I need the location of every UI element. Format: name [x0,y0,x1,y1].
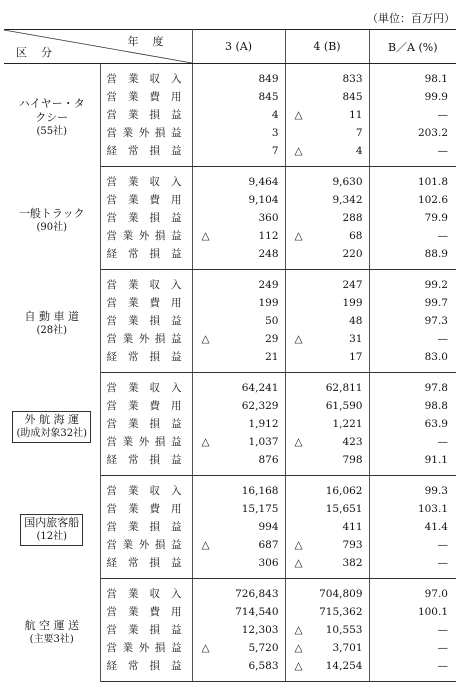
category-count: (28社) [36,325,68,336]
unit-note: （単位：百万円） [367,12,455,25]
value-a [192,167,285,192]
category-name: 航 空 運 送 [24,619,79,632]
ratio-value: 102.6 [369,191,456,209]
category-cell [4,64,100,167]
value-b [285,64,369,89]
item-label: 営業収入 [106,588,182,600]
ratio-value: — [369,330,456,348]
value-text: 876 [258,454,279,466]
category-name: クシー [35,111,69,125]
category-count: (90社) [36,222,68,233]
category-count: (助成対象32社) [16,428,88,439]
value-a [192,106,285,124]
value-text: 833 [342,73,363,85]
value-b [285,433,369,451]
item-label: 営業外損益 [106,127,182,139]
value-text: 9,104 [248,194,279,206]
value-a [192,397,285,415]
value-text: 4 [271,109,279,121]
value-text: 360 [258,212,279,224]
value-a [192,536,285,554]
value-text: 68 [349,230,363,242]
item-label: 営業損益 [106,212,182,224]
category-label [4,619,100,647]
category-name: ハイヤー・タ [18,97,85,111]
item-label: 営業損益 [106,109,182,121]
value-a [192,209,285,227]
value-text: 1,037 [248,436,279,448]
value-text: 50 [265,315,279,327]
value-b [285,330,369,348]
ratio-value: 99.9 [369,88,456,106]
value-a [192,330,285,348]
value-text: 3 [271,127,279,139]
value-b [285,397,369,415]
value-b [285,639,369,657]
value-a [192,348,285,373]
value-b [285,415,369,433]
category-cell [4,579,100,682]
value-b [285,476,369,501]
value-text: 798 [342,454,363,466]
table-row [4,579,456,604]
item-label: 営業外損益 [106,539,182,551]
ratio-value: 100.1 [369,603,456,621]
value-a [192,579,285,604]
negative-mark: △ [201,333,210,345]
value-text: 199 [342,297,363,309]
value-a [192,451,285,476]
value-a [192,227,285,245]
value-a [192,415,285,433]
item-label: 経常損益 [100,142,192,167]
negative-mark: △ [294,333,303,345]
value-a [192,124,285,142]
item-label: 経常損益 [100,348,192,373]
value-a [192,64,285,89]
item-label: 営業収入 [106,485,182,497]
item-label: 営業費用 [106,503,182,515]
value-b [285,245,369,270]
table-row [4,270,456,295]
ratio-value: 79.9 [369,209,456,227]
value-text: 61,590 [325,400,363,412]
value-b [285,554,369,579]
value-text: 10,553 [325,624,363,636]
category-count: (12社) [36,531,68,542]
value-text: 1,221 [332,418,363,430]
value-a [192,433,285,451]
value-text: 21 [265,351,279,363]
category-count: (主要3社) [29,634,74,645]
ratio-value: — [369,639,456,657]
category-label [4,97,100,139]
value-text: 48 [349,315,363,327]
ratio-value: — [369,227,456,245]
value-a [192,518,285,536]
value-b [285,270,369,295]
item-label: 営業外損益 [106,436,182,448]
value-text: 288 [342,212,363,224]
ratio-value: — [369,106,456,124]
category-cell [4,373,100,476]
value-text: 5,720 [248,642,279,654]
table-row [4,476,456,501]
negative-mark: △ [294,145,303,157]
value-b [285,142,369,167]
item-label: 営業損益 [106,418,182,430]
value-text: 7 [355,127,363,139]
category-cell [4,476,100,579]
item-label: 経常損益 [100,657,192,682]
value-b [285,106,369,124]
value-a [192,603,285,621]
value-text: 845 [342,91,363,103]
value-b [285,603,369,621]
negative-mark: △ [201,539,210,551]
value-a [192,88,285,106]
item-label: 営業損益 [106,315,182,327]
ratio-value: — [369,536,456,554]
value-text: 7 [271,145,279,157]
value-b [285,348,369,373]
value-b [285,209,369,227]
item-label: 営業外損益 [106,230,182,242]
value-b [285,518,369,536]
negative-mark: △ [294,624,303,636]
ratio-value: — [369,142,456,167]
value-b [285,124,369,142]
value-b [285,227,369,245]
value-b [285,579,369,604]
value-text: 249 [258,279,279,291]
value-b [285,657,369,682]
ratio-value: 103.1 [369,500,456,518]
ratio-value: 97.0 [369,579,456,604]
ratio-value: 88.9 [369,245,456,270]
value-b [285,312,369,330]
ratio-value: 97.3 [369,312,456,330]
value-b [285,500,369,518]
header-col-a: 3 (A) [192,30,285,64]
ratio-value: 63.9 [369,415,456,433]
value-text: 220 [342,248,363,260]
table-row [4,373,456,398]
negative-mark: △ [294,557,303,569]
item-label: 営業費用 [106,194,182,206]
category-cell [4,167,100,270]
ratio-value: 99.3 [369,476,456,501]
ratio-value: 99.7 [369,294,456,312]
value-text: 9,464 [248,176,279,188]
value-text: 1,912 [248,418,279,430]
item-label: 経常損益 [100,245,192,270]
value-b [285,88,369,106]
item-label: 経常損益 [100,451,192,476]
value-b [285,167,369,192]
ratio-value: 203.2 [369,124,456,142]
item-label: 営業費用 [106,297,182,309]
value-text: 16,062 [325,485,363,497]
ratio-value: — [369,621,456,639]
value-text: 715,362 [319,606,363,618]
value-a [192,639,285,657]
value-b [285,451,369,476]
category-name: 外 航 海 運 [24,413,79,426]
value-text: 62,811 [325,382,363,394]
value-text: 14,254 [325,660,363,672]
value-text: 3,701 [332,642,363,654]
ratio-value: 41.4 [369,518,456,536]
item-label: 経常損益 [100,554,192,579]
category-name: 自 動 車 道 [24,310,79,323]
value-text: 9,342 [332,194,363,206]
value-text: 112 [258,230,279,242]
category-name: 国内旅客船 [24,516,80,529]
negative-mark: △ [201,230,210,242]
value-text: 16,168 [241,485,279,497]
category-label [4,207,100,235]
item-label: 営業外損益 [106,642,182,654]
value-a [192,621,285,639]
value-text: 411 [342,521,363,533]
negative-mark: △ [294,436,303,448]
value-text: 845 [258,91,279,103]
item-label: 営業収入 [106,279,182,291]
ratio-value: — [369,554,456,579]
category-label [20,514,83,546]
table-body [4,64,456,682]
value-text: 247 [342,279,363,291]
ratio-value: 98.8 [369,397,456,415]
value-a [192,554,285,579]
value-text: 306 [258,557,279,569]
value-a [192,142,285,167]
value-text: 423 [342,436,363,448]
value-text: 248 [258,248,279,260]
item-label: 営業費用 [106,91,182,103]
header-kubun: 区分 [16,46,66,59]
item-label: 営業費用 [106,400,182,412]
category-label [4,310,100,338]
value-text: 704,809 [319,588,363,600]
table-row [4,167,456,192]
value-a [192,500,285,518]
value-text: 4 [355,145,363,157]
ratio-value: — [369,433,456,451]
negative-mark: △ [294,539,303,551]
value-text: 17 [349,351,363,363]
value-b [285,621,369,639]
value-text: 687 [258,539,279,551]
header-nendo: 年度 [127,35,178,48]
category-cell [4,270,100,373]
category-label [12,411,91,443]
header-diagonal-cell [4,30,192,64]
value-text: 793 [342,539,363,551]
value-a [192,270,285,295]
negative-mark: △ [294,660,303,672]
negative-mark: △ [294,230,303,242]
value-text: 15,651 [325,503,363,515]
value-text: 29 [265,333,279,345]
value-a [192,657,285,682]
ratio-value: 83.0 [369,348,456,373]
value-a [192,294,285,312]
negative-mark: △ [294,642,303,654]
ratio-value: 99.2 [369,270,456,295]
ratio-value: 91.1 [369,451,456,476]
value-text: 11 [349,109,363,121]
ratio-value: — [369,657,456,682]
value-text: 199 [258,297,279,309]
header-row [4,30,456,64]
value-text: 382 [342,557,363,569]
value-b [285,191,369,209]
value-text: 15,175 [241,503,279,515]
item-label: 営業損益 [106,521,182,533]
value-b [285,373,369,398]
value-a [192,245,285,270]
category-name: 一般トラック [18,207,85,220]
item-label: 営業損益 [106,624,182,636]
value-a [192,476,285,501]
item-label: 営業収入 [106,176,182,188]
negative-mark: △ [294,109,303,121]
item-label: 営業費用 [106,606,182,618]
category-count: (55社) [36,126,68,138]
header-col-ratio: B／A (%) [369,30,456,64]
header-col-b: 4 (B) [285,30,369,64]
financial-table [4,29,456,682]
value-text: 12,303 [241,624,279,636]
value-b [285,536,369,554]
ratio-value: 98.1 [369,64,456,89]
value-text: 726,843 [235,588,279,600]
value-b [285,294,369,312]
ratio-value: 97.8 [369,373,456,398]
value-text: 6,583 [248,660,279,672]
item-label: 営業収入 [106,73,182,85]
negative-mark: △ [201,436,210,448]
value-a [192,191,285,209]
value-a [192,373,285,398]
value-text: 64,241 [241,382,279,394]
value-text: 849 [258,73,279,85]
value-text: 994 [258,521,279,533]
value-text: 31 [349,333,363,345]
value-a [192,312,285,330]
negative-mark: △ [201,642,210,654]
table-row [4,64,456,89]
value-text: 714,540 [235,606,279,618]
ratio-value: 101.8 [369,167,456,192]
value-text: 9,630 [332,176,363,188]
item-label: 営業収入 [106,382,182,394]
item-label: 営業外損益 [106,333,182,345]
value-text: 62,329 [241,400,279,412]
